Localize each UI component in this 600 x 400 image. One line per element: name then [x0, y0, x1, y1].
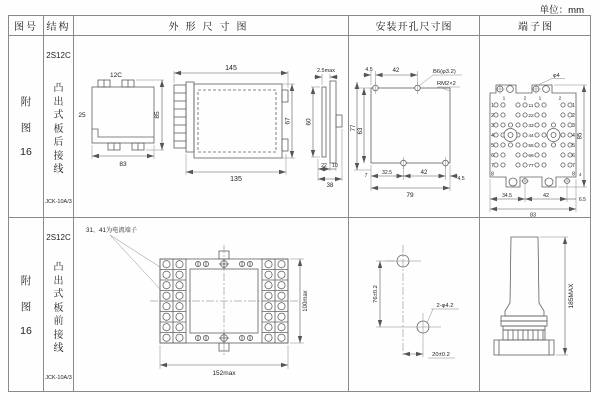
mounting-cell-row1	[349, 35, 479, 217]
outline-cell-row2	[74, 217, 348, 393]
structure-cell-row2	[44, 217, 73, 393]
terminal-number: 6	[572, 153, 575, 159]
terminal-number: 7	[491, 163, 494, 169]
dim-label: 38	[326, 183, 334, 189]
outline-drawing-rear-wiring	[74, 35, 348, 217]
model-label: 2S12C	[46, 51, 71, 60]
dim-label: 42	[420, 170, 428, 176]
terminal-number: 4	[491, 133, 494, 139]
terminal-cell-row1	[480, 35, 592, 217]
header-terminal: 端子图	[518, 22, 554, 33]
header-outline: 外形尺寸图	[168, 22, 254, 33]
dim-label: 4.5	[365, 67, 373, 73]
terminal-numbers	[491, 96, 575, 178]
dim-label: 4	[579, 172, 582, 177]
current-terminal-note: 31、41为电流端子	[86, 227, 137, 234]
dim-label: 185MAX	[568, 283, 575, 309]
figure-char: 图	[20, 122, 32, 134]
dim-label: 85	[154, 111, 161, 119]
dim-label: 42	[542, 193, 550, 199]
side-view	[174, 65, 295, 183]
terminal-number: 7	[572, 163, 575, 169]
terminal-number: 2	[572, 113, 575, 119]
dim-label: 85	[577, 132, 584, 140]
terminal-number: 2	[491, 113, 494, 119]
dim-label: 6.5	[579, 197, 586, 203]
dim-label: 22	[321, 163, 327, 169]
dim-label: 7	[364, 173, 368, 179]
terminal-number: 3	[491, 123, 494, 129]
dim-label: 83	[119, 161, 127, 168]
figure-cell-row2	[9, 217, 43, 393]
terminal-diagram-rear	[480, 35, 592, 217]
terminal-number: 11	[528, 104, 534, 109]
terminal-number: 77	[528, 164, 534, 169]
dim-label: 4.5	[457, 176, 465, 182]
panel-profile-view	[306, 68, 343, 189]
dim-label: 20±0.2	[432, 352, 450, 358]
dim-label: 152max	[212, 370, 236, 377]
terminal-number: 8	[572, 171, 575, 178]
hole-spec-label: B6(φ3.2)	[433, 69, 456, 75]
terminal-number: 22	[528, 114, 534, 119]
structure-cell-row1	[44, 35, 73, 217]
dim-label: 83	[529, 212, 537, 217]
hole-spec-label: 2-φ4.2	[436, 303, 454, 309]
terminal-number: 55	[528, 144, 534, 149]
header-figure: 图号	[14, 22, 38, 33]
outline-drawing-front-wiring	[74, 217, 348, 393]
relay-front-view	[150, 245, 298, 357]
hole-spec-label: φ4	[553, 73, 560, 79]
mounting-holes	[373, 82, 449, 169]
unit-label: 单位：mm	[539, 5, 584, 16]
dim-label: 100max	[303, 290, 309, 312]
terminal-number: 5	[491, 143, 494, 149]
figure-char: 图	[20, 301, 32, 313]
dim-label: 77	[351, 124, 357, 132]
dimension-table	[8, 15, 591, 392]
mounting-drawing-row1	[349, 35, 479, 217]
top-view	[78, 72, 164, 168]
model-label: 2S12C	[46, 233, 71, 242]
terminal-number: 3	[572, 123, 575, 129]
figure-number: 16	[20, 146, 32, 158]
terminal-diagram-front	[480, 217, 592, 393]
dim-label: 32.5	[381, 170, 393, 176]
dim-label: 60	[305, 118, 313, 126]
dim-label: 42	[392, 68, 400, 74]
dim-label: 2.5max	[316, 68, 336, 74]
terminal-number: 8	[491, 171, 494, 178]
terminal-number: 5	[572, 143, 575, 149]
header-structure: 结构	[46, 22, 71, 33]
terminal-cell-row2	[480, 217, 592, 393]
relay-side-profile	[494, 237, 554, 355]
structure-desc: 凸出式板前接线	[53, 262, 64, 355]
terminal-number: 66	[528, 154, 534, 159]
figure-char: 附	[20, 275, 32, 287]
dim-label: 63	[358, 127, 364, 135]
header-mounting: 安装开孔尺寸图	[375, 22, 453, 33]
dim-label: 79	[406, 192, 414, 199]
dim-label: 145	[225, 65, 237, 72]
terminal-number: 6	[491, 153, 494, 159]
terminal-number: 1	[491, 103, 494, 109]
terminal-number: 2	[558, 96, 562, 102]
dim-label: 25	[78, 112, 86, 119]
terminal-number: 44	[528, 134, 534, 139]
type-code: JCK-10A/3	[45, 375, 72, 381]
type-code: JCK-10A/3	[45, 199, 72, 205]
dim-label: 67	[284, 117, 292, 125]
terminal-number: 1	[502, 96, 506, 102]
terminal-number: 4	[572, 133, 575, 139]
figure-number: 16	[20, 325, 32, 337]
dim-label: 10	[332, 163, 338, 169]
terminal-number: 1	[538, 96, 542, 102]
dim-label: 34.5	[502, 193, 512, 199]
mounting-cell-row2	[349, 217, 479, 393]
dim-label: 76±0.2	[373, 285, 379, 303]
terminal-number: 1	[572, 103, 575, 109]
thread-spec-label: RM2×2	[437, 81, 456, 87]
terminal-number: 2	[523, 96, 527, 102]
outline-cell-row1	[74, 35, 348, 217]
mounting-drawing-row2	[349, 217, 479, 393]
structure-desc: 凸出式板后接线	[53, 83, 64, 176]
dim-label: 135	[230, 176, 242, 183]
figure-cell-row1	[9, 35, 43, 217]
figure-char: 附	[20, 96, 32, 108]
dim-label: 12C	[110, 72, 122, 79]
terminal-number: 33	[528, 124, 534, 129]
